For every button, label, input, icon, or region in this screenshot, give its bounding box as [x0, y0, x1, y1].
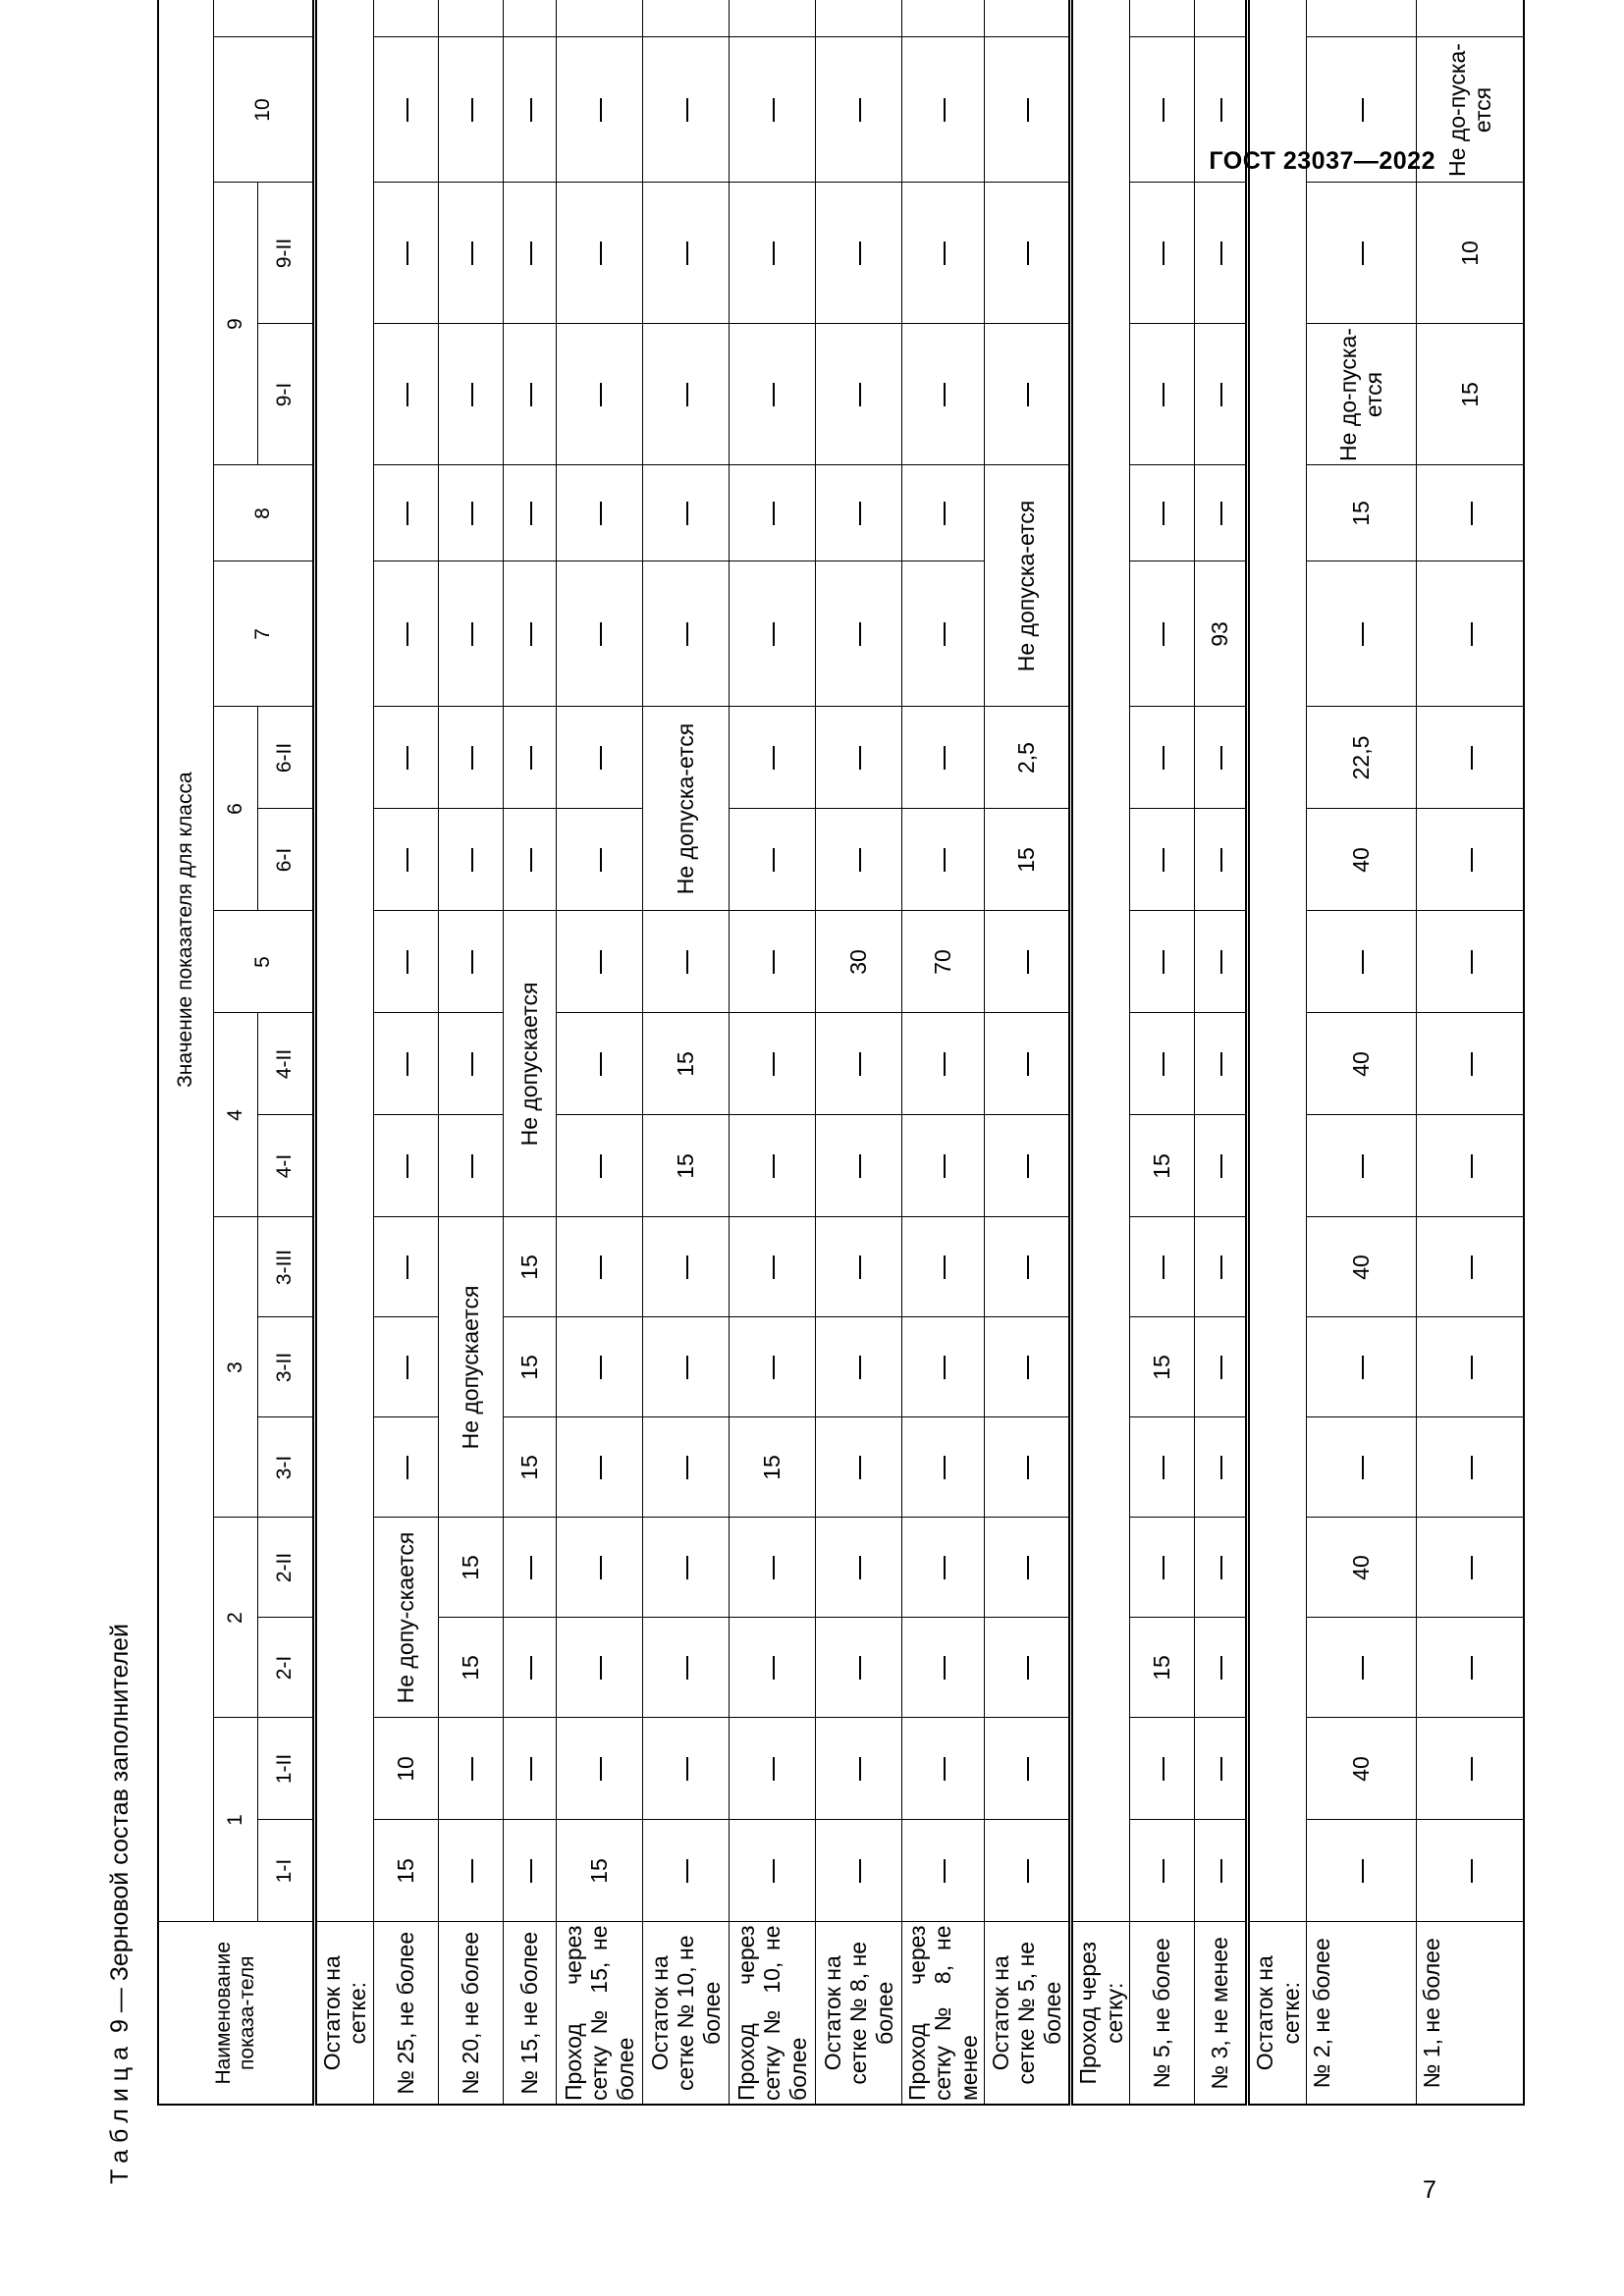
table-cell	[1306, 183, 1416, 324]
table-cell	[373, 37, 438, 183]
table-cell	[1416, 911, 1524, 1013]
table-cell: 15	[503, 1417, 556, 1518]
table-row	[1195, 0, 1248, 2105]
caption-title: — Зерновой состав заполнителей	[106, 1623, 134, 2013]
table-cell: 15	[642, 1115, 729, 1217]
table-cell	[503, 1820, 556, 1922]
subclass-3-I: 3-I	[258, 1417, 315, 1518]
table-cell: 15	[1306, 465, 1416, 561]
table-cell	[556, 1317, 642, 1417]
class-2: 2	[214, 1518, 258, 1718]
table-cell	[1195, 1217, 1248, 1317]
table-cell	[1130, 465, 1195, 561]
table-cell	[556, 1115, 642, 1217]
table-cell	[815, 1820, 901, 1922]
subclass-9-I: 9-I	[258, 324, 315, 465]
subclass-2-II: 2-II	[258, 1518, 315, 1618]
table-cell	[901, 1518, 984, 1618]
class-8: 8	[214, 465, 315, 561]
table-cell	[373, 183, 438, 324]
table-cell	[901, 1217, 984, 1317]
table-cell	[1130, 1217, 1195, 1317]
table-cell	[729, 1217, 815, 1317]
table-cell	[901, 465, 984, 561]
table-cell	[901, 183, 984, 324]
table-cell	[438, 1820, 503, 1922]
group-label-pass: Проход через сетку:	[1071, 1922, 1130, 2105]
header-indicator-name: Наименование показа-теля	[158, 1922, 315, 2105]
table-cell	[729, 37, 815, 183]
table-cell	[985, 37, 1071, 183]
table-cell: Не допуска-ется	[985, 465, 1071, 707]
table-cell: 15	[503, 1317, 556, 1417]
table-cell	[642, 37, 729, 183]
table-cell	[1195, 1317, 1248, 1417]
table-cell	[373, 707, 438, 809]
class-11	[214, 0, 315, 37]
table-cell	[985, 1317, 1071, 1417]
table-cell	[985, 0, 1071, 37]
table-row	[503, 0, 556, 2105]
table-cell: 40	[1306, 1217, 1416, 1317]
table-cell	[503, 0, 556, 37]
table-cell	[642, 324, 729, 465]
table-cell	[1195, 0, 1248, 37]
grain-composition-table	[157, 0, 1525, 2106]
table-cell	[556, 1217, 642, 1317]
table-cell	[1195, 1013, 1248, 1115]
subclass-6-II: 6-II	[258, 707, 315, 809]
table-cell	[438, 183, 503, 324]
table-cell	[1195, 1115, 1248, 1217]
table-cell	[556, 1013, 642, 1115]
table-cell	[729, 809, 815, 911]
group-label-residue: Остаток на сетке:	[315, 1922, 374, 2105]
table-cell: 22,5	[1306, 707, 1416, 809]
row-name: № 3, не менее	[1195, 1922, 1248, 2105]
table-cell	[1416, 1317, 1524, 1417]
table-cell	[901, 1618, 984, 1718]
table-cell	[901, 324, 984, 465]
table-cell	[1416, 1417, 1524, 1518]
table-cell	[729, 324, 815, 465]
table-cell: 93	[1195, 561, 1248, 707]
table-cell	[1306, 1317, 1416, 1417]
table-cell	[985, 1718, 1071, 1820]
class-3: 3	[214, 1217, 258, 1518]
table-cell	[985, 1820, 1071, 1922]
table-cell: Не допуска-ется	[642, 707, 729, 911]
table-cell	[1130, 183, 1195, 324]
table-cell	[985, 1115, 1071, 1217]
table-cell: 10	[373, 1718, 438, 1820]
table-cell	[373, 911, 438, 1013]
subclass-1-I: 1-I	[258, 1820, 315, 1922]
table-cell	[815, 561, 901, 707]
document-standard-code: ГОСТ 23037—2022	[1209, 147, 1435, 175]
table-cell	[901, 1718, 984, 1820]
table-cell	[729, 561, 815, 707]
table-cell	[642, 0, 729, 37]
table-cell	[1416, 809, 1524, 911]
table-cell: 30	[815, 911, 901, 1013]
table-row	[556, 0, 642, 2105]
table-cell	[729, 1820, 815, 1922]
table-cell	[642, 561, 729, 707]
table-cell	[438, 324, 503, 465]
table-cell	[438, 707, 503, 809]
table-cell	[556, 0, 642, 37]
table-cell	[503, 707, 556, 809]
table-cell	[729, 0, 815, 37]
subclass-3-III: 3-III	[258, 1217, 315, 1317]
page-number: 7	[1423, 2176, 1436, 2204]
table-cell: 15	[1130, 1115, 1195, 1217]
subclass-2-I: 2-I	[258, 1618, 315, 1718]
class-10: 10	[214, 37, 315, 183]
table-cell	[642, 465, 729, 561]
table-cell	[1416, 1115, 1524, 1217]
row-name: Проход через сетку № 10, не более	[729, 1922, 815, 2105]
table-cell	[503, 561, 556, 707]
table-cell	[1416, 1518, 1524, 1618]
table-row	[901, 0, 984, 2105]
table-cell	[438, 809, 503, 911]
table-row	[729, 0, 815, 2105]
row-name: № 25, не более	[373, 1922, 438, 2105]
table-cell	[1306, 1618, 1416, 1718]
table-cell	[642, 1317, 729, 1417]
table-cell	[1306, 561, 1416, 707]
table-cell	[556, 183, 642, 324]
table-cell	[1195, 1417, 1248, 1518]
table-cell	[1195, 809, 1248, 911]
table-cell	[373, 1417, 438, 1518]
table-cell	[1306, 911, 1416, 1013]
table-cell	[438, 1718, 503, 1820]
table-cell	[503, 37, 556, 183]
table-cell	[503, 183, 556, 324]
table-cell	[503, 465, 556, 561]
subclass-1-II: 1-II	[258, 1718, 315, 1820]
table-cell	[503, 1618, 556, 1718]
table-cell: 15	[1416, 324, 1524, 465]
table-cell	[985, 1618, 1071, 1718]
table-cell	[1130, 1013, 1195, 1115]
table-cell	[373, 1013, 438, 1115]
table-cell	[1195, 707, 1248, 809]
table-cell: 40	[1306, 809, 1416, 911]
table-cell	[1416, 1013, 1524, 1115]
table-cell	[373, 1115, 438, 1217]
table-row	[315, 0, 374, 2105]
table-cell	[815, 1317, 901, 1417]
class-6: 6	[214, 707, 258, 911]
table-cell	[642, 1618, 729, 1718]
table-cell	[438, 37, 503, 183]
table-cell	[373, 1217, 438, 1317]
table-cell	[1416, 561, 1524, 707]
table-row	[1248, 0, 1307, 2105]
table-cell: 15	[1130, 1618, 1195, 1718]
table-cell	[556, 707, 642, 809]
caption-label: Таблица	[106, 2039, 134, 2184]
table-cell	[373, 465, 438, 561]
table-cell	[438, 911, 503, 1013]
table-cell	[1130, 1718, 1195, 1820]
table-cell	[556, 809, 642, 911]
header-class-values: Значение показателя для класса	[158, 0, 214, 1922]
table-cell: 15	[503, 1217, 556, 1317]
table-cell: 15	[642, 1013, 729, 1115]
table-cell	[815, 707, 901, 809]
table-cell	[1195, 37, 1248, 183]
table-cell	[985, 183, 1071, 324]
table-row	[1071, 0, 1130, 2105]
table-row	[1416, 0, 1524, 2105]
table-cell	[729, 1618, 815, 1718]
table-cell	[556, 465, 642, 561]
table-cell	[1306, 1820, 1416, 1922]
table-cell	[642, 1820, 729, 1922]
table-cell	[1416, 1618, 1524, 1718]
table-cell: Не до-пуска-ется	[1416, 37, 1524, 183]
table-cell	[556, 1417, 642, 1518]
row-name: № 5, не более	[1130, 1922, 1195, 2105]
table-cell	[815, 1718, 901, 1820]
subclass-6-I: 6-I	[258, 809, 315, 911]
table-cell	[901, 37, 984, 183]
table-cell: Не допускается	[438, 1217, 503, 1518]
table-cell: 15	[373, 1820, 438, 1922]
table-cell	[1306, 0, 1416, 37]
table-cell	[438, 465, 503, 561]
row-name: Остаток на сетке № 5, не более	[985, 1922, 1071, 2105]
subclass-4-II: 4-II	[258, 1013, 315, 1115]
table-cell: Не допу-скается	[373, 1518, 438, 1718]
table-cell	[556, 1518, 642, 1618]
table-cell	[901, 0, 984, 37]
table-cell	[815, 809, 901, 911]
row-name: № 20, не более	[438, 1922, 503, 2105]
table-cell	[373, 1317, 438, 1417]
table-cell	[642, 1217, 729, 1317]
table-cell	[373, 324, 438, 465]
table-cell	[815, 37, 901, 183]
table-cell	[1306, 1417, 1416, 1518]
table-cell	[1195, 911, 1248, 1013]
table-row	[815, 0, 901, 2105]
table-cell	[901, 1317, 984, 1417]
table-cell	[1130, 37, 1195, 183]
table-cell	[373, 561, 438, 707]
table-cell	[1130, 324, 1195, 465]
row-name: Остаток на сетке № 10, не более	[642, 1922, 729, 2105]
class-7: 7	[214, 561, 315, 707]
table-cell	[815, 183, 901, 324]
class-5: 5	[214, 911, 315, 1013]
table-cell	[1306, 1115, 1416, 1217]
table-cell	[901, 809, 984, 911]
table-cell	[373, 0, 438, 37]
table-cell: 15	[985, 809, 1071, 911]
subclass-9-II: 9-II	[258, 183, 315, 324]
table-cell	[642, 183, 729, 324]
table-cell	[985, 911, 1071, 1013]
table-cell	[642, 1518, 729, 1618]
table-cell	[438, 561, 503, 707]
table-cell	[556, 1618, 642, 1718]
table-cell	[729, 465, 815, 561]
table-cell	[1416, 1820, 1524, 1922]
table-row	[1306, 0, 1416, 2105]
table-cell	[1416, 1718, 1524, 1820]
table-cell	[1195, 1718, 1248, 1820]
table-cell	[729, 1013, 815, 1115]
row-name: № 2, не более	[1306, 1922, 1416, 2105]
table-cell	[815, 1618, 901, 1718]
table-cell	[503, 1518, 556, 1618]
table-cell	[729, 1317, 815, 1417]
row-name: Проход через сетку № 8, не менее	[901, 1922, 984, 2105]
table-cell	[901, 1417, 984, 1518]
subclass-4-I: 4-I	[258, 1115, 315, 1217]
table-cell: 15	[729, 1417, 815, 1518]
row-name: Остаток на сетке № 8, не более	[815, 1922, 901, 2105]
table-cell	[1416, 707, 1524, 809]
class-1: 1	[214, 1718, 258, 1922]
table-cell	[642, 911, 729, 1013]
table-cell	[438, 1013, 503, 1115]
subclass-3-II: 3-II	[258, 1317, 315, 1417]
table-cell	[556, 1718, 642, 1820]
table-cell	[1130, 561, 1195, 707]
row-name: Проход через сетку № 15, не более	[556, 1922, 642, 2105]
table-cell: 15	[1130, 1317, 1195, 1417]
table-cell	[1130, 707, 1195, 809]
table-cell: 15	[438, 1618, 503, 1718]
table-cell: Не до-пуска-ется	[1306, 324, 1416, 465]
table-cell	[438, 1115, 503, 1217]
table-cell: 40	[1306, 1518, 1416, 1618]
table-cell	[901, 1115, 984, 1217]
table-row	[1130, 0, 1195, 2105]
table-cell: 15	[438, 1518, 503, 1618]
table-cell	[438, 0, 503, 37]
table-cell	[901, 1820, 984, 1922]
table-cell	[901, 561, 984, 707]
table-cell	[815, 465, 901, 561]
table-cell	[815, 1417, 901, 1518]
table-cell	[901, 1013, 984, 1115]
table-cell	[815, 1518, 901, 1618]
table-cell	[1195, 1518, 1248, 1618]
table-cell	[1130, 1417, 1195, 1518]
caption-number: 9	[106, 2019, 134, 2034]
table-cell	[556, 324, 642, 465]
table-caption	[106, 1624, 135, 2184]
table-cell: 40	[1306, 1718, 1416, 1820]
table-cell	[373, 809, 438, 911]
group-label-residue-2: Остаток на сетке:	[1248, 1922, 1307, 2105]
table-row	[985, 0, 1071, 2105]
table-cell	[1195, 465, 1248, 561]
table-cell	[556, 561, 642, 707]
table-cell	[1195, 324, 1248, 465]
table-cell	[815, 324, 901, 465]
table-cell	[1130, 809, 1195, 911]
row-name: № 15, не более	[503, 1922, 556, 2105]
table-cell	[729, 183, 815, 324]
table-cell	[815, 1115, 901, 1217]
table-cell	[1306, 37, 1416, 183]
table-cell	[1130, 0, 1195, 37]
table-cell	[729, 1115, 815, 1217]
table-cell	[503, 1718, 556, 1820]
table-cell	[985, 1013, 1071, 1115]
table-cell	[556, 911, 642, 1013]
class-4: 4	[214, 1013, 258, 1217]
table-cell	[729, 1718, 815, 1820]
table-cell	[1195, 183, 1248, 324]
table-cell	[729, 707, 815, 809]
table-cell: 70	[901, 911, 984, 1013]
table-cell	[985, 1518, 1071, 1618]
table-cell	[1416, 1217, 1524, 1317]
table-cell	[1130, 1518, 1195, 1618]
table-row	[373, 0, 438, 2105]
table-cell	[1130, 1820, 1195, 1922]
table-cell	[503, 324, 556, 465]
table-cell	[815, 0, 901, 37]
table-cell	[1195, 1618, 1248, 1718]
table-cell: 15	[556, 1820, 642, 1922]
table-row	[642, 0, 729, 2105]
table-cell	[556, 37, 642, 183]
table-cell	[815, 1013, 901, 1115]
table-cell	[642, 1718, 729, 1820]
table-cell	[1195, 1820, 1248, 1922]
table-cell	[1416, 0, 1524, 37]
table-cell	[985, 1217, 1071, 1317]
table-cell	[729, 1518, 815, 1618]
table-cell	[985, 324, 1071, 465]
table-cell: 10	[1416, 183, 1524, 324]
row-name: № 1, не более	[1416, 1922, 1524, 2105]
table-cell	[985, 1417, 1071, 1518]
table-cell	[901, 707, 984, 809]
table-cell	[815, 1217, 901, 1317]
table-cell	[503, 809, 556, 911]
table-cell: 2,5	[985, 707, 1071, 809]
table-row	[438, 0, 503, 2105]
table-cell	[1130, 911, 1195, 1013]
class-9: 9	[214, 183, 258, 465]
table-cell	[729, 911, 815, 1013]
table-cell: Не допускается	[503, 911, 556, 1217]
table-cell	[642, 1417, 729, 1518]
table-cell	[1416, 465, 1524, 561]
table-cell: 40	[1306, 1013, 1416, 1115]
